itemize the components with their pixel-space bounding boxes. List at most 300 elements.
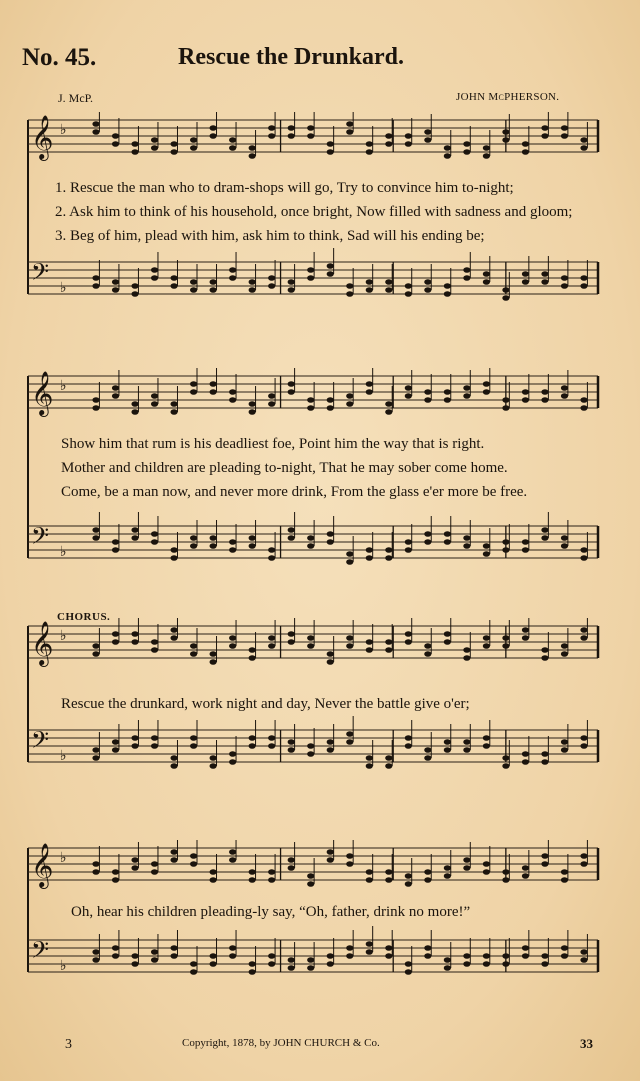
- note-head: [112, 639, 119, 645]
- note-head: [151, 137, 158, 143]
- note-head: [366, 389, 373, 395]
- note-head: [249, 279, 256, 285]
- note-head: [463, 647, 470, 653]
- note-head: [405, 393, 412, 399]
- note-head: [502, 405, 509, 411]
- note-head: [190, 287, 197, 293]
- note-head: [92, 651, 99, 657]
- note-head: [210, 953, 217, 959]
- note-head: [288, 287, 295, 293]
- note-head: [561, 651, 568, 657]
- note-head: [366, 647, 373, 653]
- note-head: [307, 881, 314, 887]
- note-head: [151, 949, 158, 955]
- note-head: [112, 631, 119, 637]
- note-head: [268, 961, 275, 967]
- note-head: [249, 647, 256, 653]
- note-head: [210, 659, 217, 665]
- note-head: [210, 287, 217, 293]
- note-head: [190, 137, 197, 143]
- note-head: [190, 969, 197, 975]
- note-head: [463, 953, 470, 959]
- note-head: [541, 271, 548, 277]
- note-head: [131, 631, 138, 637]
- note-head: [385, 555, 392, 561]
- note-head: [170, 401, 177, 407]
- note-head: [522, 271, 529, 277]
- note-head: [385, 877, 392, 883]
- note-head: [405, 547, 412, 553]
- note-head: [327, 739, 334, 745]
- note-head: [151, 539, 158, 545]
- note-head: [580, 283, 587, 289]
- note-head: [92, 527, 99, 533]
- note-head: [541, 853, 548, 859]
- note-head: [405, 961, 412, 967]
- note-head: [327, 539, 334, 545]
- note-head: [288, 381, 295, 387]
- note-head: [210, 279, 217, 285]
- note-head: [463, 655, 470, 661]
- note-head: [131, 141, 138, 147]
- note-head: [307, 397, 314, 403]
- note-head: [366, 949, 373, 955]
- note-head: [385, 869, 392, 875]
- note-head: [522, 635, 529, 641]
- note-head: [170, 275, 177, 281]
- note-head: [249, 743, 256, 749]
- note-head: [190, 145, 197, 151]
- note-head: [170, 763, 177, 769]
- note-head: [249, 969, 256, 975]
- note-head: [502, 953, 509, 959]
- note-head: [210, 651, 217, 657]
- note-head: [561, 535, 568, 541]
- note-head: [580, 861, 587, 867]
- note-head: [229, 539, 236, 545]
- note-head: [190, 743, 197, 749]
- note-head: [112, 279, 119, 285]
- note-head: [424, 279, 431, 285]
- note-head: [561, 869, 568, 875]
- bass-clef-icon: 𝄢: [31, 936, 50, 969]
- note-head: [249, 287, 256, 293]
- lyric-line: Mother and children are pleading to-night, That he may sober come home.: [61, 460, 508, 476]
- bass-clef-icon: 𝄢: [31, 522, 50, 555]
- note-head: [444, 873, 451, 879]
- note-head: [541, 759, 548, 765]
- note-head: [522, 865, 529, 871]
- note-head: [151, 639, 158, 645]
- note-head: [502, 287, 509, 293]
- note-head: [210, 381, 217, 387]
- note-head: [522, 149, 529, 155]
- note-head: [502, 869, 509, 875]
- note-head: [288, 639, 295, 645]
- note-head: [268, 133, 275, 139]
- note-head: [366, 547, 373, 553]
- note-head: [541, 133, 548, 139]
- note-head: [580, 397, 587, 403]
- note-head: [405, 141, 412, 147]
- note-head: [424, 755, 431, 761]
- note-head: [112, 547, 119, 553]
- note-head: [424, 953, 431, 959]
- note-head: [424, 643, 431, 649]
- flat-icon: ♭: [60, 628, 67, 644]
- note-head: [170, 149, 177, 155]
- note-head: [327, 849, 334, 855]
- flat-icon: ♭: [60, 280, 67, 296]
- note-head: [444, 153, 451, 159]
- note-head: [502, 547, 509, 553]
- note-head: [190, 735, 197, 741]
- note-head: [288, 535, 295, 541]
- note-head: [112, 133, 119, 139]
- note-head: [170, 141, 177, 147]
- note-head: [131, 291, 138, 297]
- note-head: [541, 397, 548, 403]
- note-head: [170, 635, 177, 641]
- note-head: [561, 643, 568, 649]
- flat-icon: ♭: [60, 748, 67, 764]
- music-system-3: [20, 618, 602, 788]
- note-head: [229, 137, 236, 143]
- note-head: [522, 759, 529, 765]
- note-head: [405, 639, 412, 645]
- note-head: [385, 639, 392, 645]
- note-head: [112, 945, 119, 951]
- note-head: [151, 275, 158, 281]
- note-head: [483, 145, 490, 151]
- note-head: [170, 283, 177, 289]
- note-head: [190, 279, 197, 285]
- music-system-4: [20, 840, 602, 1020]
- note-head: [405, 743, 412, 749]
- note-head: [483, 869, 490, 875]
- note-head: [151, 647, 158, 653]
- note-head: [170, 857, 177, 863]
- lyric-line: Come, be a man now, and never more drink, From the glass e'er more be free.: [61, 484, 528, 500]
- note-head: [288, 279, 295, 285]
- note-head: [268, 735, 275, 741]
- note-head: [502, 539, 509, 545]
- note-head: [112, 393, 119, 399]
- note-head: [424, 397, 431, 403]
- note-head: [151, 743, 158, 749]
- note-head: [327, 857, 334, 863]
- note-head: [92, 397, 99, 403]
- note-head: [327, 397, 334, 403]
- note-head: [444, 865, 451, 871]
- note-head: [229, 389, 236, 395]
- note-head: [522, 751, 529, 757]
- note-head: [366, 279, 373, 285]
- note-head: [92, 869, 99, 875]
- note-head: [210, 755, 217, 761]
- page-number-right: 33: [580, 1036, 593, 1051]
- note-head: [541, 125, 548, 131]
- note-head: [190, 961, 197, 967]
- bass-clef-icon: 𝄢: [31, 726, 50, 759]
- music-system-2: [20, 368, 602, 568]
- note-head: [170, 849, 177, 855]
- note-head: [522, 141, 529, 147]
- note-head: [580, 137, 587, 143]
- note-head: [424, 137, 431, 143]
- note-head: [385, 953, 392, 959]
- note-head: [327, 141, 334, 147]
- note-head: [346, 635, 353, 641]
- note-head: [502, 763, 509, 769]
- note-head: [346, 551, 353, 557]
- note-head: [463, 267, 470, 273]
- note-head: [249, 145, 256, 151]
- note-head: [561, 125, 568, 131]
- note-head: [346, 643, 353, 649]
- note-head: [151, 145, 158, 151]
- note-head: [112, 869, 119, 875]
- note-head: [405, 539, 412, 545]
- note-head: [385, 133, 392, 139]
- note-head: [210, 869, 217, 875]
- note-head: [249, 877, 256, 883]
- note-head: [151, 393, 158, 399]
- note-head: [502, 755, 509, 761]
- note-head: [170, 627, 177, 633]
- note-head: [580, 949, 587, 955]
- note-head: [541, 279, 548, 285]
- note-head: [190, 389, 197, 395]
- note-head: [483, 743, 490, 749]
- note-head: [229, 275, 236, 281]
- note-head: [92, 283, 99, 289]
- note-head: [210, 535, 217, 541]
- note-head: [249, 153, 256, 159]
- note-head: [366, 555, 373, 561]
- note-head: [483, 551, 490, 557]
- note-head: [580, 405, 587, 411]
- note-head: [268, 635, 275, 641]
- note-head: [424, 869, 431, 875]
- note-head: [522, 873, 529, 879]
- note-head: [463, 961, 470, 967]
- note-head: [483, 389, 490, 395]
- note-head: [502, 643, 509, 649]
- note-head: [112, 287, 119, 293]
- note-head: [92, 861, 99, 867]
- note-head: [483, 953, 490, 959]
- note-head: [463, 857, 470, 863]
- note-head: [463, 747, 470, 753]
- note-head: [229, 547, 236, 553]
- note-head: [522, 547, 529, 553]
- note-head: [268, 547, 275, 553]
- note-head: [424, 531, 431, 537]
- note-head: [346, 291, 353, 297]
- note-head: [307, 275, 314, 281]
- note-head: [229, 849, 236, 855]
- note-head: [385, 279, 392, 285]
- note-head: [170, 953, 177, 959]
- note-head: [131, 401, 138, 407]
- note-head: [268, 401, 275, 407]
- note-head: [190, 853, 197, 859]
- note-head: [190, 543, 197, 549]
- note-head: [463, 275, 470, 281]
- note-head: [522, 279, 529, 285]
- lyric-line: 1. Rescue the man who to dram-shops will go, Try to convince him to-night;: [55, 180, 514, 196]
- note-head: [444, 631, 451, 637]
- note-head: [483, 279, 490, 285]
- hymn-number: No. 45.: [22, 44, 97, 71]
- note-head: [483, 643, 490, 649]
- note-head: [268, 877, 275, 883]
- note-head: [268, 125, 275, 131]
- note-head: [444, 397, 451, 403]
- note-head: [444, 291, 451, 297]
- note-head: [112, 539, 119, 545]
- note-head: [268, 869, 275, 875]
- flat-icon: ♭: [60, 544, 67, 560]
- note-head: [580, 957, 587, 963]
- note-head: [541, 389, 548, 395]
- note-head: [268, 393, 275, 399]
- note-head: [561, 393, 568, 399]
- note-head: [444, 283, 451, 289]
- note-head: [249, 961, 256, 967]
- note-head: [92, 535, 99, 541]
- note-head: [502, 877, 509, 883]
- note-head: [190, 651, 197, 657]
- note-head: [151, 267, 158, 273]
- note-head: [444, 747, 451, 753]
- note-head: [366, 381, 373, 387]
- note-head: [229, 267, 236, 273]
- note-head: [229, 397, 236, 403]
- note-head: [483, 635, 490, 641]
- note-head: [268, 743, 275, 749]
- note-head: [288, 631, 295, 637]
- note-head: [190, 861, 197, 867]
- note-head: [151, 957, 158, 963]
- note-head: [424, 287, 431, 293]
- note-head: [151, 401, 158, 407]
- note-head: [561, 747, 568, 753]
- note-head: [405, 735, 412, 741]
- note-head: [463, 149, 470, 155]
- note-head: [366, 877, 373, 883]
- note-head: [170, 945, 177, 951]
- note-head: [483, 735, 490, 741]
- note-head: [405, 283, 412, 289]
- note-head: [522, 397, 529, 403]
- note-head: [288, 527, 295, 533]
- note-head: [580, 145, 587, 151]
- note-head: [346, 121, 353, 127]
- note-head: [131, 283, 138, 289]
- note-head: [288, 133, 295, 139]
- note-head: [288, 739, 295, 745]
- note-head: [92, 949, 99, 955]
- treble-clef-icon: 𝄞: [31, 371, 54, 415]
- note-head: [112, 877, 119, 883]
- note-head: [405, 873, 412, 879]
- note-head: [210, 961, 217, 967]
- note-head: [229, 945, 236, 951]
- chorus-label: CHORUS.: [57, 611, 111, 623]
- note-head: [405, 385, 412, 391]
- note-head: [307, 873, 314, 879]
- note-head: [463, 543, 470, 549]
- note-head: [112, 953, 119, 959]
- note-head: [444, 531, 451, 537]
- note-head: [229, 643, 236, 649]
- note-head: [580, 853, 587, 859]
- note-head: [561, 877, 568, 883]
- note-head: [249, 655, 256, 661]
- note-head: [483, 961, 490, 967]
- note-head: [483, 861, 490, 867]
- note-head: [502, 635, 509, 641]
- note-head: [405, 631, 412, 637]
- note-head: [405, 291, 412, 297]
- note-head: [229, 635, 236, 641]
- note-head: [541, 961, 548, 967]
- note-head: [483, 543, 490, 549]
- note-head: [210, 877, 217, 883]
- note-head: [346, 739, 353, 745]
- note-head: [561, 739, 568, 745]
- note-head: [483, 381, 490, 387]
- note-head: [288, 865, 295, 871]
- note-head: [522, 945, 529, 951]
- note-head: [502, 137, 509, 143]
- note-head: [288, 965, 295, 971]
- note-head: [307, 957, 314, 963]
- bass-clef-icon: 𝄢: [31, 258, 50, 291]
- note-head: [288, 857, 295, 863]
- note-head: [307, 405, 314, 411]
- note-head: [249, 535, 256, 541]
- note-head: [131, 857, 138, 863]
- note-head: [131, 527, 138, 533]
- note-head: [307, 643, 314, 649]
- note-head: [405, 133, 412, 139]
- note-head: [366, 763, 373, 769]
- note-head: [385, 287, 392, 293]
- note-head: [346, 953, 353, 959]
- note-head: [151, 735, 158, 741]
- note-head: [444, 639, 451, 645]
- note-head: [366, 755, 373, 761]
- note-head: [463, 535, 470, 541]
- music-system-1: [20, 112, 602, 312]
- note-head: [541, 953, 548, 959]
- note-head: [366, 287, 373, 293]
- note-head: [131, 639, 138, 645]
- note-head: [385, 409, 392, 415]
- note-head: [327, 747, 334, 753]
- note-head: [424, 539, 431, 545]
- treble-clef-icon: 𝄞: [31, 621, 54, 665]
- note-head: [327, 531, 334, 537]
- note-head: [307, 635, 314, 641]
- note-head: [522, 953, 529, 959]
- note-head: [151, 869, 158, 875]
- note-head: [444, 739, 451, 745]
- lyric-line: Oh, hear his children pleading-ly say, “Oh, father, drink no more!”: [71, 904, 471, 920]
